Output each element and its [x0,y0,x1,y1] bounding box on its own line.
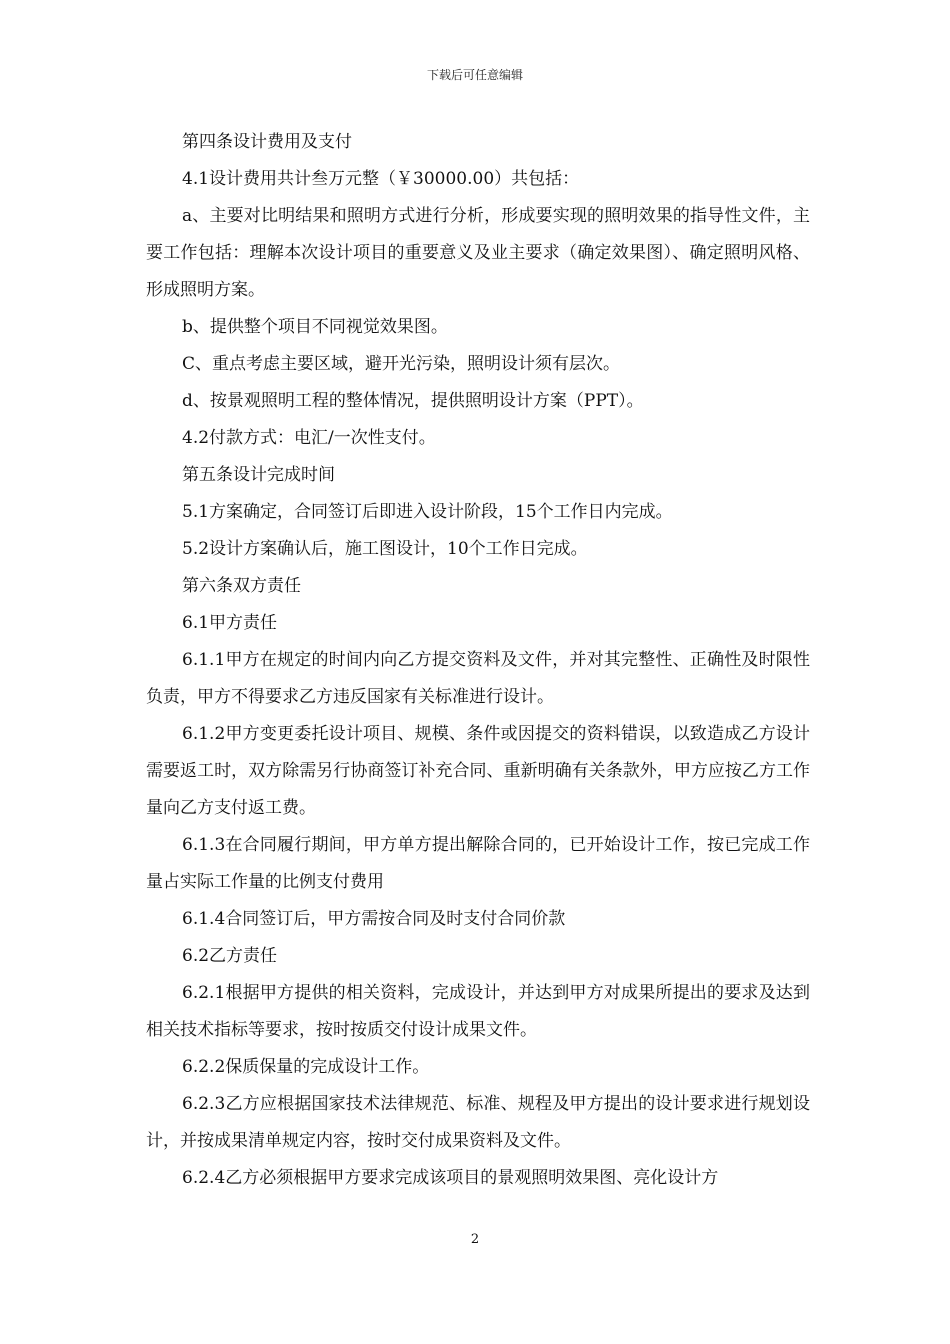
item-a: a、主要对比明结果和照明方式进行分析，形成要实现的照明效果的指导性文件，主要工作包括：理解本次设计项目的重要意义及业主要求（确定效果图）、确定照明风格、形成照明方案。 [146,206,810,300]
heading-article-5: 第五条设计完成时间 [182,465,335,485]
clause-6-1-2: 6.1.2甲方变更委托设计项目、规模、条件或因提交的资料错误，以致造成乙方设计需要返工时，双方除需另行协商签订补充合同、重新明确有关条款外，甲方应按乙方工作量向乙方支付返工费。 [146,724,810,818]
item-d: d、按景观照明工程的整体情况，提供照明设计方案（PPT）。 [182,391,644,411]
clause-4-1: 4.1设计费用共计叁万元整（￥30000.00）共包括： [182,169,580,189]
clause-6-1-1: 6.1.1甲方在规定的时间内向乙方提交资料及文件，并对其完整性、正确性及时限性负责，甲方不得要求乙方违反国家有关标准进行设计。 [146,650,810,707]
clause-5-1: 5.1方案确定，合同签订后即进入设计阶段，15个工作日内完成。 [182,502,673,522]
heading-article-6: 第六条双方责任 [182,576,301,596]
clause-6-2-1: 6.2.1根据甲方提供的相关资料，完成设计，并达到甲方对成果所提出的要求及达到相关技术指标等要求，按时按质交付设计成果文件。 [146,983,810,1040]
item-c: C、重点考虑主要区域，避开光污染，照明设计须有层次。 [182,354,621,374]
item-b: b、提供整个项目不同视觉效果图。 [182,317,448,337]
clause-6-1-4: 6.1.4合同签订后，甲方需按合同及时支付合同价款 [182,909,566,929]
heading-article-4: 第四条设计费用及支付 [182,132,352,152]
document-body [146,124,810,1197]
clause-5-2: 5.2设计方案确认后，施工图设计，10个工作日完成。 [182,539,588,559]
clause-6-2-2: 6.2.2保质保量的完成设计工作。 [182,1057,430,1077]
page-header: 下载后可任意编辑 [426,68,523,82]
clause-4-2: 4.2付款方式：电汇/一次性支付。 [182,428,436,448]
clause-6-2: 6.2乙方责任 [182,946,278,966]
page-number: 2 [470,1232,480,1247]
clause-6-2-4: 6.2.4乙方必须根据甲方要求完成该项目的景观照明效果图、亮化设计方 [182,1168,719,1188]
clause-6-1: 6.1甲方责任 [182,613,278,633]
clause-6-2-3: 6.2.3乙方应根据国家技术法律规范、标准、规程及甲方提出的设计要求进行规划设计，并按成果清单规定内容，按时交付成果资料及文件。 [146,1094,810,1151]
clause-6-1-3: 6.1.3在合同履行期间，甲方单方提出解除合同的，已开始设计工作，按已完成工作量占实际工作量的比例支付费用 [146,835,810,892]
